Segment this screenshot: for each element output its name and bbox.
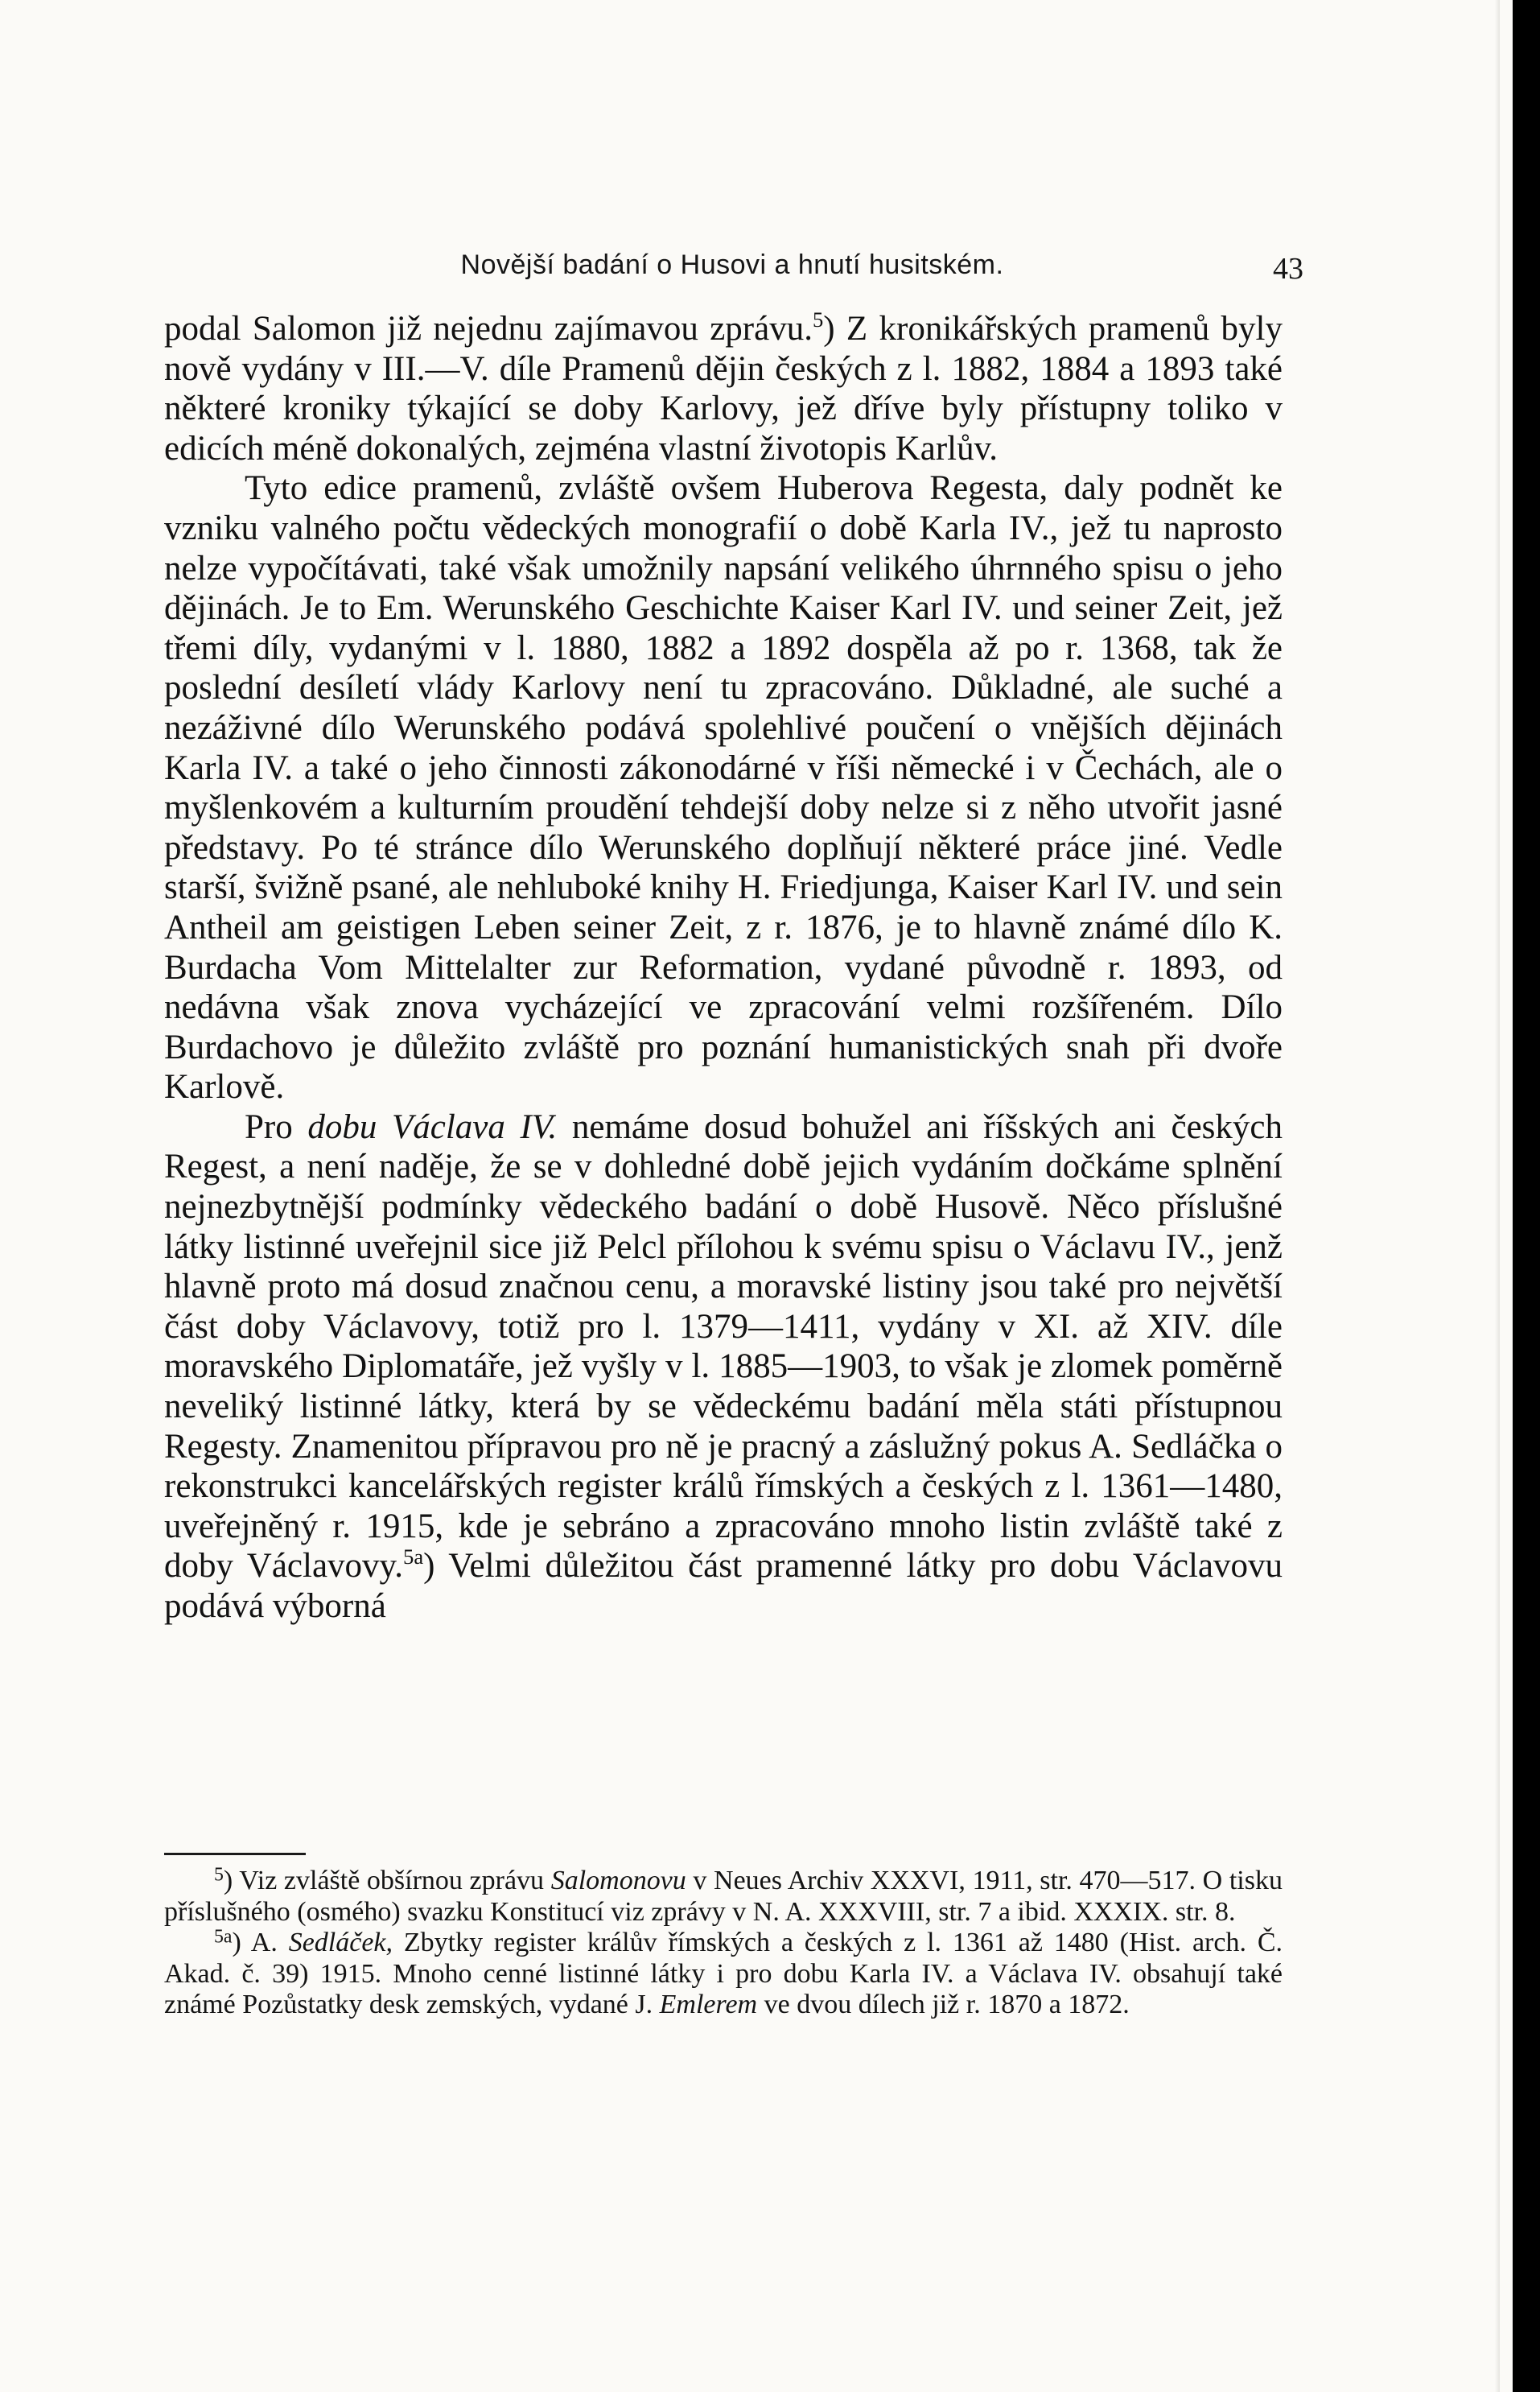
footnote-ref-5: 5 (812, 307, 824, 332)
main-text (164, 309, 1283, 1627)
paragraph-1-text-a: podal Salomon již nejednu zajímavou zprávu. (164, 310, 813, 348)
footnote-emphasis: Emlerem (659, 1990, 758, 2019)
paragraph-3-emphasis: dobu Václava IV. (307, 1107, 558, 1146)
footnote-ref-5a: 5a (403, 1544, 424, 1569)
footnote-text: Zbytky register králův římských a českých z l. 1361 až 1480 (Hist. arch. Č. Akad. č. 39) 1915. Mnoho cenné listinné látky i pro dobu Karla IV. a Václava IV. obsahují také známé Pozůstatky desk zemských, vydané J. (164, 1928, 1283, 2019)
page-edge-shadow (1495, 0, 1500, 2392)
footnote-mark: 5 (214, 1864, 224, 1886)
running-header (161, 250, 1303, 288)
running-title: Novější badání o Husovi a hnutí husitském. (460, 250, 1004, 280)
paragraph-1 (164, 309, 1283, 468)
paragraph-3-text-c: ) Velmi důležitou část pramenné látky pro dobu Václavovu podává výborná (164, 1547, 1283, 1625)
footnote-text: v Neues Archiv XXXVI, 1911, str. 470—517. O tisku příslušného (osmého) svazku Konstitucí viz zprávy v N. A. XXXVIII, str. 7 a ibid. XXXIX. str. 8. (164, 1866, 1283, 1927)
paragraph-3-text-b: nemáme dosud bohužel ani říšských ani českých Regest, a není naděje, že se v dohledné době jejich vydáním dočkáme splnění nejnezbytnější podmínky vědeckého badání o době Husově. Něco příslušné látky listinné uveřejnil sice již Pelcl přílohou k svému spisu o Václavu IV., jenž hlavně proto má dosud značnou cenu, a moravské listiny jsou také pro největší část doby Václavovy, totiž pro l. 1379—1411, vydány v XI. až XIV. díle moravského Diplomatáře, jež vyšly v l. 1885—1903, to však je zlomek poměrně neveliký listinné látky, která by se vědeckému badání měla státi přístupnou Regesty. Znamenitou přípravou pro ně je pracný a záslužný pokus A. Sedláčka o rekonstrukci kancelářských register králů římských a českých z l. 1361—1480, uveřejněný r. 1915, kde je sebráno a zpracováno mnoho listin zvláště také z doby Václavovy. (164, 1107, 1283, 1586)
footnote-emphasis: Sedláček, (288, 1928, 393, 1957)
footnote-text: ) Viz zvláště obšírnou zprávu (223, 1866, 551, 1895)
footnote-5a (164, 1928, 1283, 2021)
scan-border (1513, 0, 1540, 2392)
footnotes (164, 1866, 1283, 2021)
paragraph-3 (164, 1107, 1283, 1627)
footnote-separator (164, 1853, 306, 1855)
footnote-emphasis: Salomonovu (550, 1866, 686, 1895)
footnote-5 (164, 1866, 1283, 1928)
footnote-mark: 5a (214, 1926, 233, 1948)
footnote-text: ve dvou dílech již r. 1870 a 1872. (757, 1990, 1130, 2019)
paragraph-1-text-b: ) Z kronikářských pramenů byly nově vydány v III.—V. díle Pramenů dějin českých z l. 1882, 1884 a 1893 také některé kroniky týkající se doby Karlovy, jež dříve byly přístupny toliko v edicích méně dokonalých, zejména vlastní životopis Karlův. (164, 310, 1283, 468)
paragraph-2: Tyto edice pramenů, zvláště ovšem Huberova Regesta, daly podnět ke vzniku valného počtu vědeckých monografií o době Karla IV., jež tu naprosto nelze vypočítávati, také však umožnily napsání velikého úhrnného spisu o jeho dějinách. Je to Em. Werunského Geschichte Kaiser Karl IV. und seiner Zeit, jež třemi díly, vydanými v l. 1880, 1882 a 1892 dospěla až po r. 1368, tak že poslední desíletí vlády Karlovy není tu zpracováno. Důkladné, ale suché a nezáživné dílo Werunského podává spolehlivé poučení o vnějších dějinách Karla IV. a také o jeho činnosti zákonodárné v říši německé i v Čechách, ale o myšlenkovém a kulturním proudění tehdejší doby nelze si z něho utvořit jasné představy. Po té stránce dílo Werunského doplňují některé práce jiné. Vedle starší, švižně psané, ale nehluboké knihy H. Friedjunga, Kaiser Karl IV. und sein Antheil am geistigen Leben seiner Zeit, z r. 1876, je to hlavně známé dílo K. Burdacha Vom Mittelalter zur Reformation, vydané původně r. 1893, od nedávna však znova vycházející ve zpracování velmi rozšířeném. Dílo Burdachovo je důležito zvláště pro poznání humanistických snah při dvoře Karlově. (164, 469, 1283, 1107)
page-number: 43 (1273, 252, 1303, 286)
footnote-text: ) A. (232, 1928, 289, 1957)
paragraph-3-text-a: Pro (245, 1107, 308, 1146)
